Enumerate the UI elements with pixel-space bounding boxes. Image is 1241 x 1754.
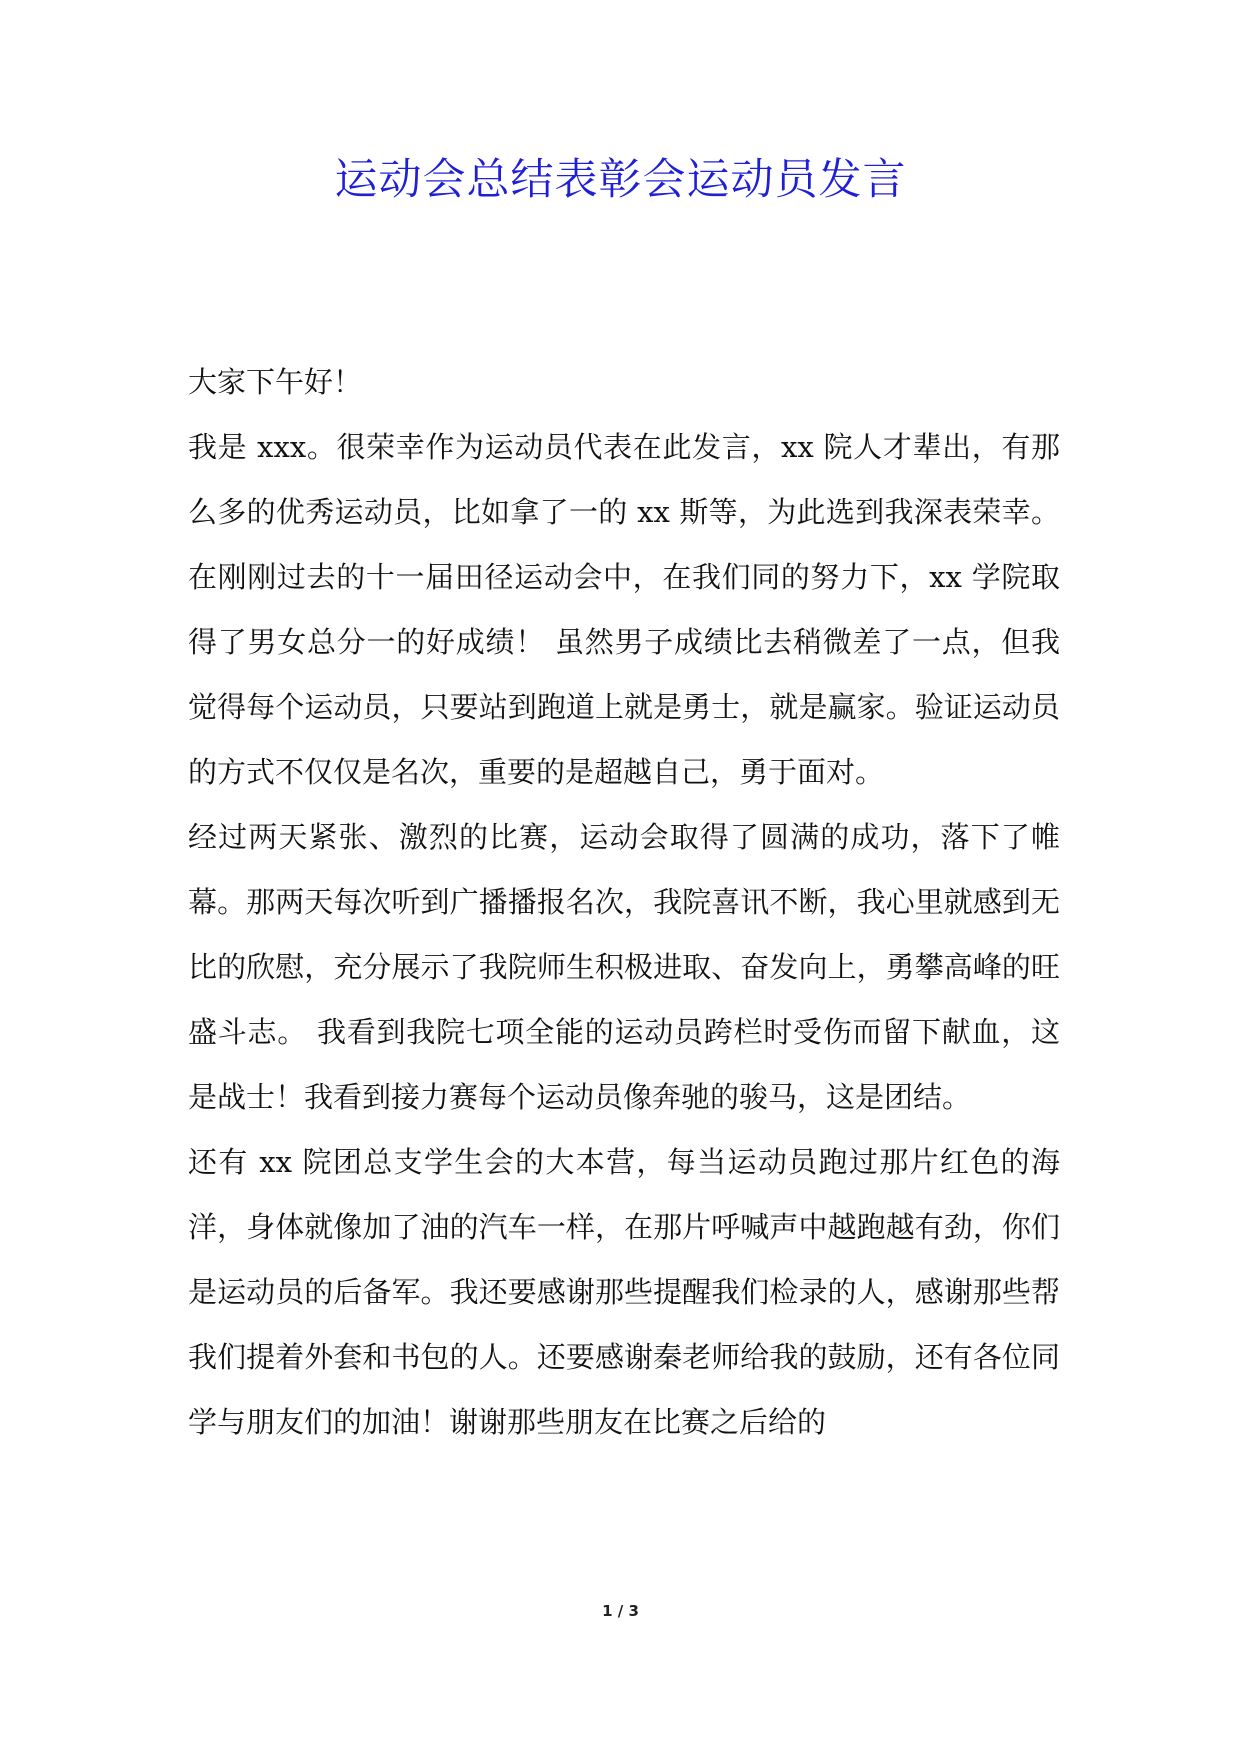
paragraph-greeting: 大家下午好！ xyxy=(188,365,363,399)
paragraph-competition: 经过两天紧张、激烈的比赛，运动会取得了圆满的成功，落下了帷幕。那两天每次听到广播播报名次，我院喜讯不断，我心里就感到无比的欣慰，充分展示了我院师生积极进取、奋发向上，勇攀高峰的旺盛斗志。 我看到我院七项全能的运动员跨栏时受伤而留下献血，这是战士！我看到接力赛每个运动员像奔驰的骏马，这是团结。 xyxy=(188,820,1060,1114)
paragraph-thanks: 还有 xx 院团总支学生会的大本营，每当运动员跑过那片红色的海洋，身体就像加了油的汽车一样，在那片呼喊声中越跑越有劲，你们是运动员的后备军。我还要感谢那些提醒我们检录的人，感谢那些帮我们提着外套和书包的人。还要感谢秦老师给我的鼓励，还有各位同学与朋友们的加油！谢谢那些朋友在比赛之后给的 xyxy=(188,1145,1060,1439)
page-number: 1 / 3 xyxy=(602,1602,639,1620)
document-body xyxy=(188,350,1060,1455)
paragraph-introduction: 我是 xxx。很荣幸作为运动员代表在此发言，xx 院人才辈出，有那么多的优秀运动员，比如拿了一的 xx 斯等，为此选到我深表荣幸。在刚刚过去的十一届田径运动会中，在我们同的努力下，xx 学院取得了男女总分一的好成绩！ 虽然男子成绩比去稍微差了一点，但我觉得每个运动员，只要站到跑道上就是勇士，就是赢家。验证运动员的方式不仅仅是名次，重要的是超越自己，勇于面对。 xyxy=(188,430,1060,789)
document-title: 运动会总结表彰会运动员发言 xyxy=(334,155,907,205)
